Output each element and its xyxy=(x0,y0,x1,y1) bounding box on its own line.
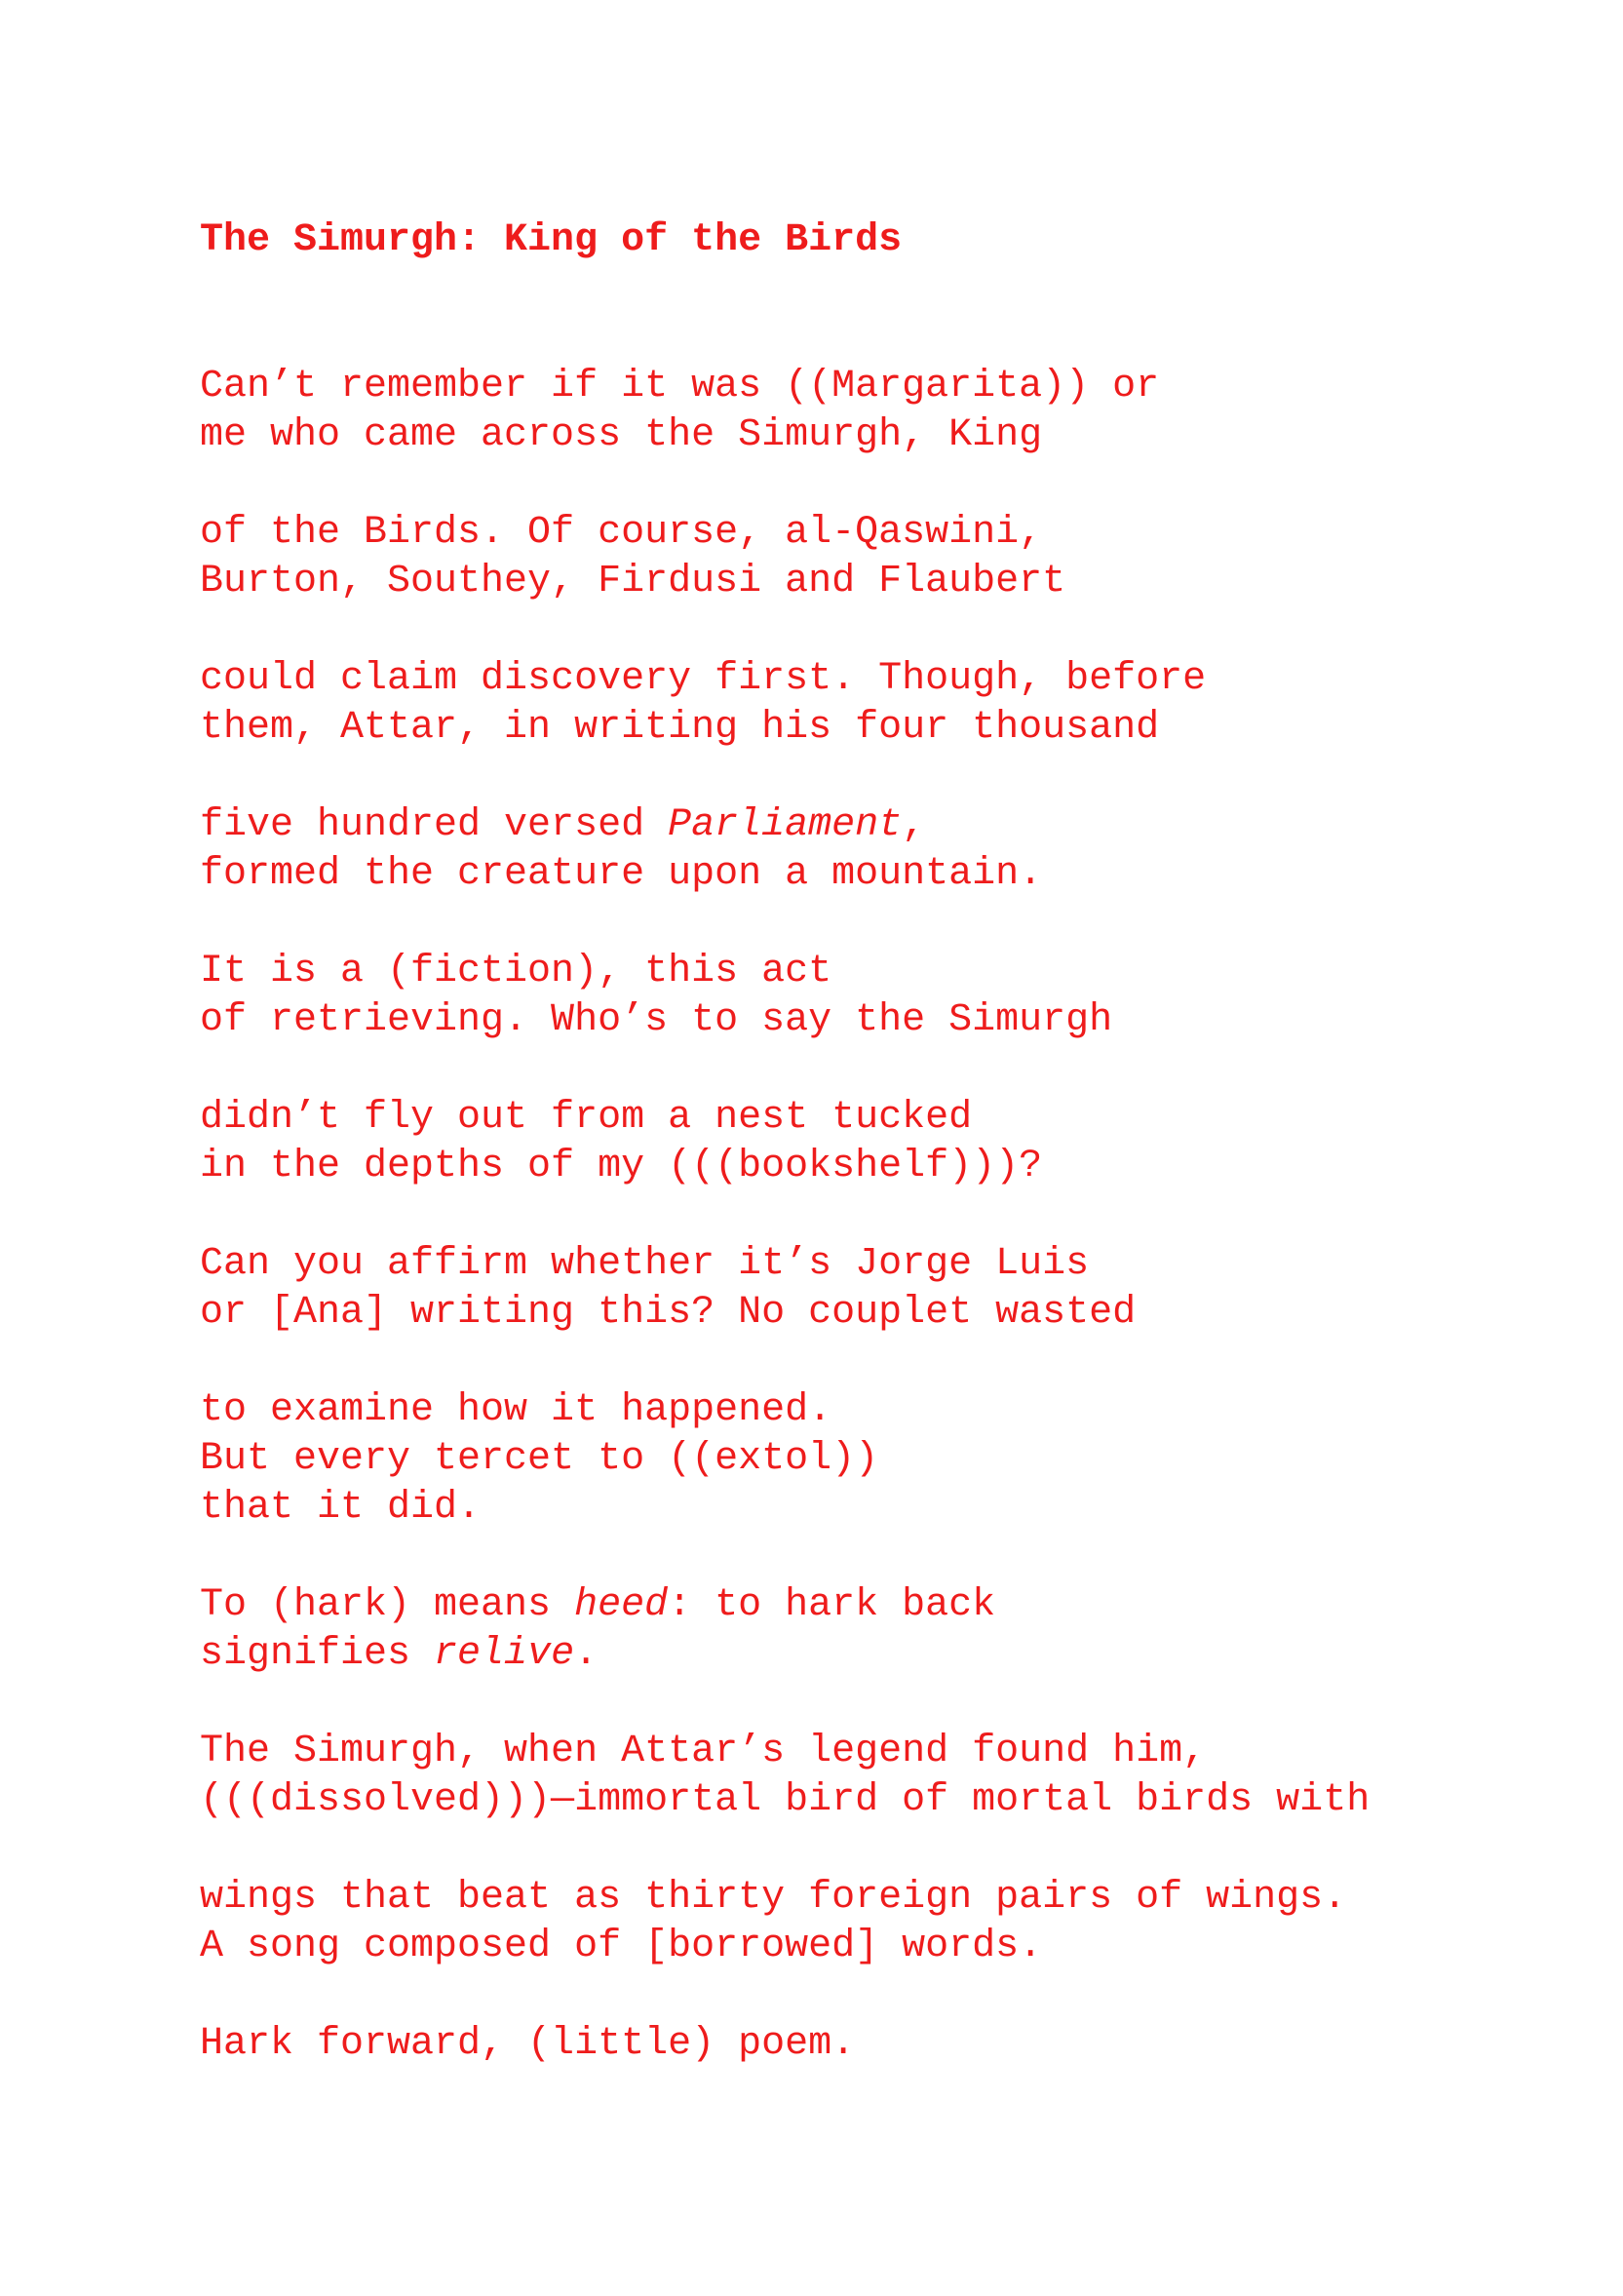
poem-line xyxy=(200,363,1370,411)
poem-line xyxy=(200,1484,1370,1533)
poem-line xyxy=(200,1386,1370,1435)
poem-line xyxy=(200,1094,1370,1143)
poem-line xyxy=(200,1776,1370,1825)
line-text: me who came across the Simurgh, King xyxy=(200,413,1043,457)
line-text: A song composed of [borrowed] words. xyxy=(200,1925,1043,1968)
poem-line xyxy=(200,1581,1370,1630)
poem-line xyxy=(200,1435,1370,1484)
line-text: . xyxy=(574,1632,599,1676)
poem-line xyxy=(200,850,1370,899)
poem-line xyxy=(200,1728,1370,1776)
stanza xyxy=(200,1728,1370,1825)
line-text: to examine how it happened. xyxy=(200,1388,832,1432)
poem-line xyxy=(200,1630,1370,1679)
stanza xyxy=(200,363,1370,460)
line-text: signifies xyxy=(200,1632,435,1676)
line-text: them, Attar, in writing his four thousand xyxy=(200,706,1160,750)
line-text: of retrieving. Who’s to say the Simurgh xyxy=(200,998,1113,1042)
stanza xyxy=(200,2020,1370,2069)
line-text: : to hark back xyxy=(668,1583,996,1627)
line-text: didn’t fly out from a nest tucked xyxy=(200,1096,973,1140)
line-text: (((dissolved)))—immortal bird of mortal birds with xyxy=(200,1778,1371,1822)
stanza xyxy=(200,1240,1370,1338)
poem-body xyxy=(200,363,1370,2118)
poem-line xyxy=(200,948,1370,996)
poem-line xyxy=(200,655,1370,704)
line-text: five hundred versed xyxy=(200,803,669,847)
line-text: Hark forward, (little) poem. xyxy=(200,2022,856,2066)
poem-title: The Simurgh: King of the Birds xyxy=(200,218,903,262)
line-text: Can’t remember if it was ((Margarita)) or xyxy=(200,365,1160,409)
poem-line xyxy=(200,411,1370,460)
italic-text: heed xyxy=(574,1583,669,1627)
italic-text: Parliament xyxy=(668,803,903,847)
poem-line xyxy=(200,801,1370,850)
italic-text: relive xyxy=(434,1632,575,1676)
line-text: To (hark) means xyxy=(200,1583,575,1627)
line-text: of the Birds. Of course, al-Qaswini, xyxy=(200,511,1043,555)
line-text: could claim discovery first. Though, before xyxy=(200,657,1207,701)
poem-line xyxy=(200,1143,1370,1191)
line-text: in the depths of my (((bookshelf)))? xyxy=(200,1145,1043,1188)
line-text: , xyxy=(902,803,926,847)
line-text: The Simurgh, when Attar’s legend found him, xyxy=(200,1730,1207,1773)
line-text: Can you affirm whether it’s Jorge Luis xyxy=(200,1242,1090,1286)
stanza xyxy=(200,801,1370,899)
stanza xyxy=(200,509,1370,606)
poem-line xyxy=(200,1874,1370,1923)
poem-line xyxy=(200,1289,1370,1338)
line-text: formed the creature upon a mountain. xyxy=(200,852,1043,896)
poem-line xyxy=(200,704,1370,753)
poem-line xyxy=(200,1240,1370,1289)
poem-line xyxy=(200,2020,1370,2069)
stanza xyxy=(200,1094,1370,1191)
line-text: that it did. xyxy=(200,1486,482,1530)
stanza xyxy=(200,948,1370,1045)
line-text: wings that beat as thirty foreign pairs of wings. xyxy=(200,1876,1347,1920)
poem-line xyxy=(200,1923,1370,1971)
line-text: or [Ana] writing this? No couplet wasted xyxy=(200,1291,1137,1335)
stanza xyxy=(200,1386,1370,1533)
poem-line xyxy=(200,509,1370,558)
stanza xyxy=(200,1874,1370,1971)
line-text: Burton, Southey, Firdusi and Flaubert xyxy=(200,560,1066,603)
stanza xyxy=(200,655,1370,753)
line-text: But every tercet to ((extol)) xyxy=(200,1437,879,1481)
poem-line xyxy=(200,996,1370,1045)
poem-line xyxy=(200,558,1370,606)
line-text: It is a (fiction), this act xyxy=(200,950,832,993)
stanza xyxy=(200,1581,1370,1679)
